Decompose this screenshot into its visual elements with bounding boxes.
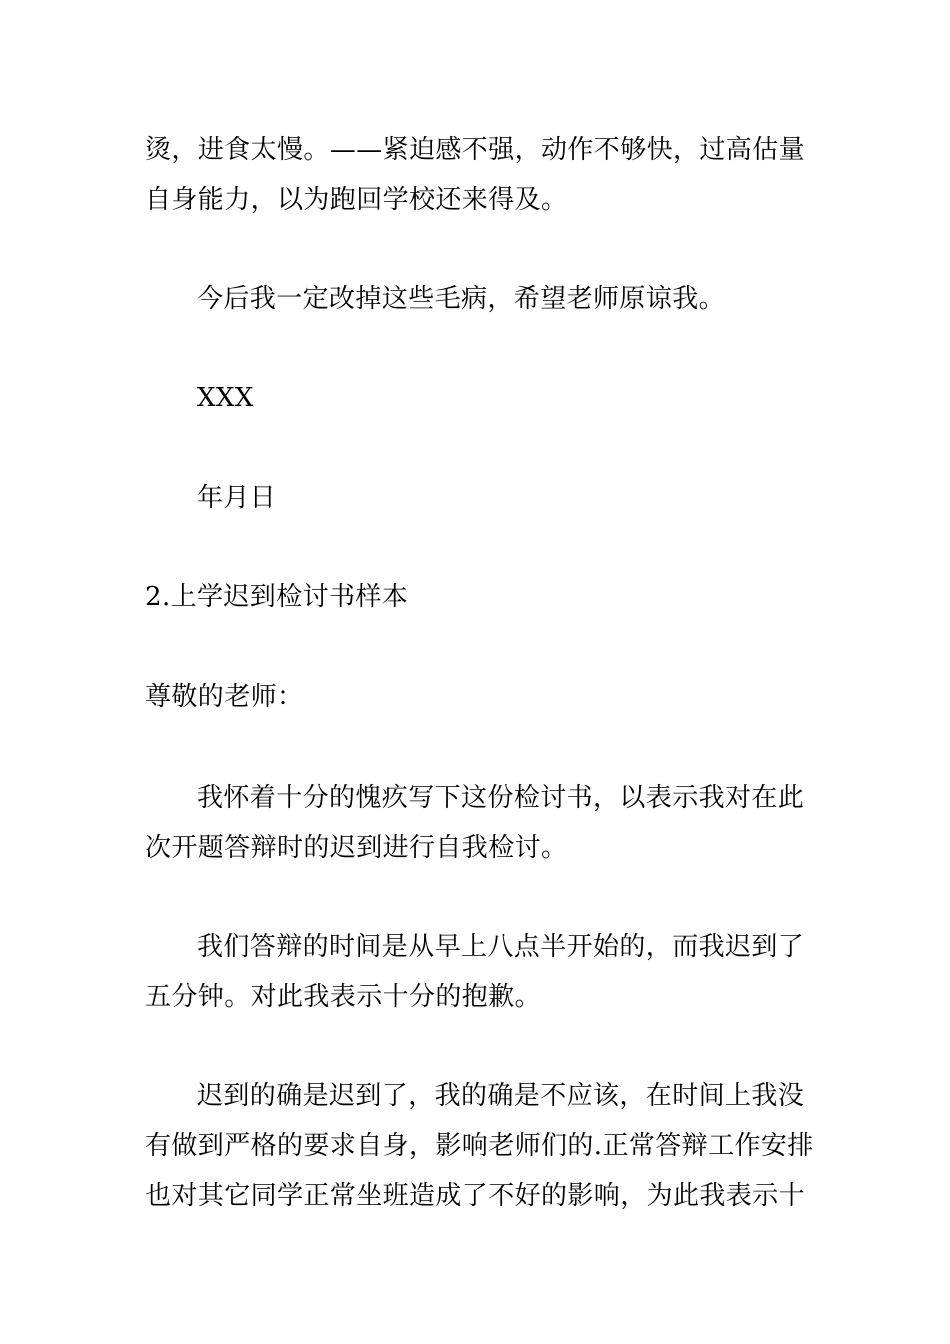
paragraph-line: 次开题答辩时的迟到进行自我检讨。 [145, 833, 568, 863]
salutation: 尊敬的老师： [145, 682, 304, 712]
paragraph-line: 今后我一定改掉这些毛病，希望老师原谅我。 [197, 284, 726, 314]
signature-date: 年月日 [197, 483, 277, 513]
paragraph-line: 我们答辩的时间是从早上八点半开始的，而我迟到了 [197, 932, 805, 962]
paragraph-line: 烫，进食太慢。——紧迫感不强，动作不够快，过高估量 [145, 135, 806, 165]
paragraph-line: 我怀着十分的愧疚写下这份检讨书，以表示我对在此 [197, 783, 805, 813]
paragraph-line: 也对其它同学正常坐班造成了不好的影响，为此我表示十 [145, 1181, 806, 1211]
paragraph-line: 有做到严格的要求自身，影响老师们的.正常答辩工作安排 [145, 1131, 814, 1161]
signature-name: XXX [197, 383, 254, 413]
section-heading: 2.上学迟到检讨书样本 [145, 582, 409, 612]
paragraph-line: 迟到的确是迟到了，我的确是不应该，在时间上我没 [197, 1081, 805, 1111]
paragraph-line: 自身能力，以为跑回学校还来得及。 [145, 185, 568, 215]
paragraph-line: 五分钟。对此我表示十分的抱歉。 [145, 982, 542, 1012]
